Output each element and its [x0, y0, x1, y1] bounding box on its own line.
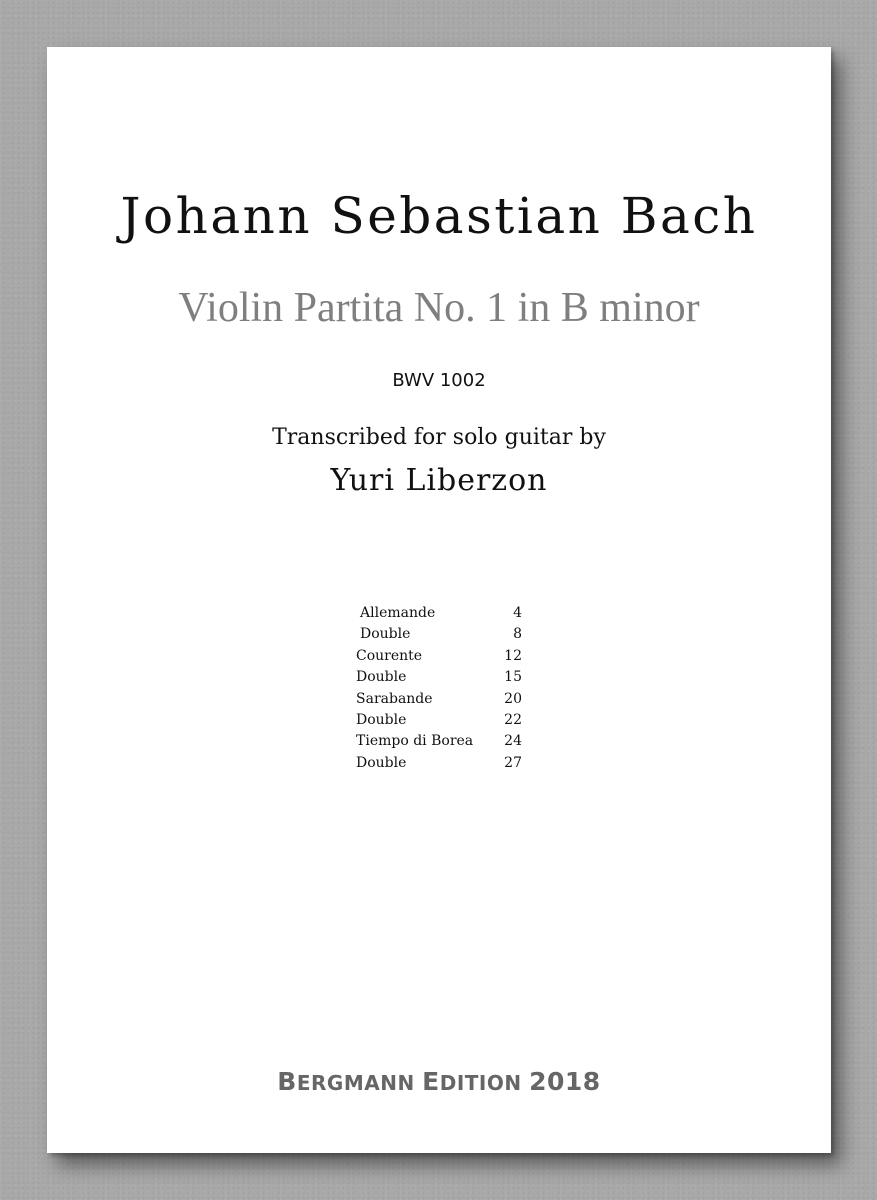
publisher-word: DITION [439, 1071, 522, 1095]
contents-row [356, 689, 522, 710]
work-title: Violin Partita No. 1 in B minor [178, 285, 700, 331]
contents-row [356, 646, 522, 667]
page-number: 27 [504, 754, 522, 771]
contents-row [356, 667, 522, 688]
page-number: 4 [513, 605, 522, 621]
composer-name: Johann Sebastian Bach [120, 187, 758, 245]
publisher-initial: E [422, 1067, 440, 1096]
page-number: 20 [504, 690, 522, 707]
page-number: 24 [504, 733, 522, 750]
page-number: 22 [504, 711, 522, 728]
table-of-contents [356, 603, 522, 774]
contents-row [356, 624, 522, 645]
page-number: 15 [504, 669, 522, 686]
publisher-initial: B [277, 1067, 297, 1096]
movement-name: Double [356, 754, 407, 771]
contents-row [356, 603, 522, 624]
publisher-word: ERGMANN [296, 1071, 415, 1095]
contents-row [356, 731, 522, 752]
movement-name: Double [356, 669, 407, 686]
movement-name: Double [360, 626, 411, 643]
contents-row [356, 710, 522, 731]
publication-year: 2018 [529, 1067, 601, 1096]
catalog-number: BWV 1002 [392, 370, 486, 391]
movement-name: Double [356, 711, 407, 728]
movement-name: Sarabande [356, 690, 433, 707]
movement-name: Courente [356, 647, 423, 664]
movement-name: Allemande [360, 605, 436, 621]
page-number: 8 [513, 626, 522, 643]
arranger-name: Yuri Liberzon [330, 463, 548, 498]
publisher-imprint [47, 1067, 831, 1096]
page-number: 12 [504, 647, 522, 664]
transcribed-by-line: Transcribed for solo guitar by [272, 425, 606, 450]
contents-row [356, 753, 522, 774]
title-page [47, 47, 831, 1153]
movement-name: Tiempo di Borea [356, 733, 474, 750]
